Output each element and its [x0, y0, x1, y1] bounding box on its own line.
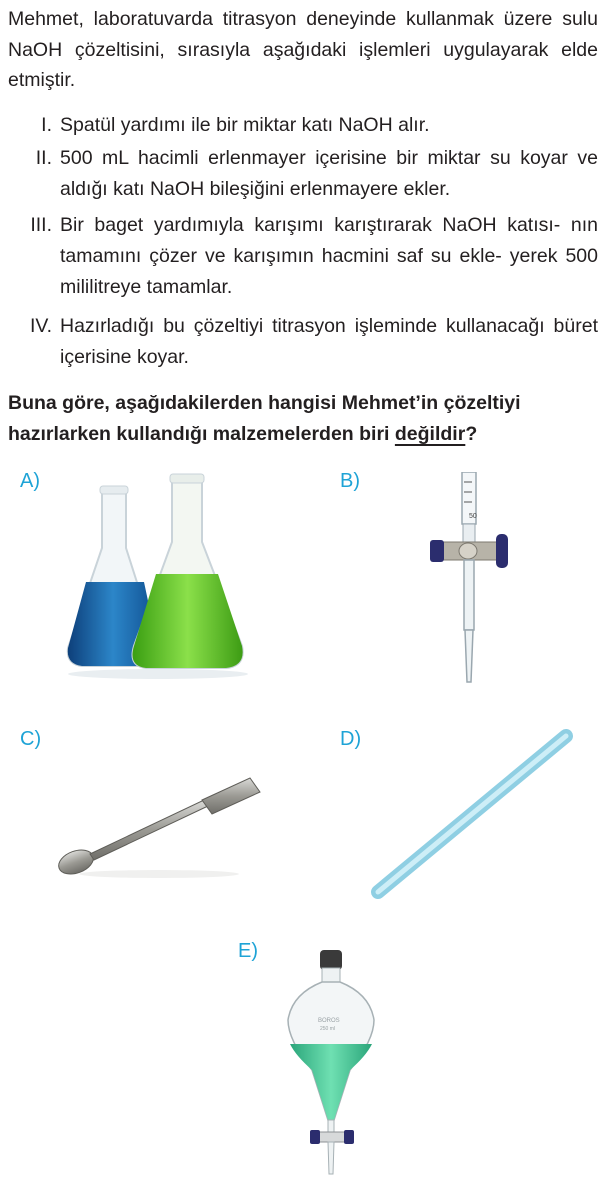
svg-text:250 ml: 250 ml: [320, 1026, 336, 1032]
separatory-funnel-icon[interactable]: [282, 948, 380, 1176]
step-number: I.: [41, 114, 52, 136]
step-4: [29, 311, 598, 373]
step-1: [41, 110, 598, 141]
svg-text:50: 50: [469, 513, 477, 520]
option-a-label[interactable]: A): [20, 470, 40, 492]
step-text: 500 mL hacimli erlenmayer içerisine bir miktar su koyar ve aldığı katı NaOH bileşiğini erlenmayere ekler.: [60, 147, 598, 200]
intro-paragraph: Mehmet, laboratuvarda titrasyon deneyinde kullanmak üzere sulu NaOH çözeltisini, sırasıyla aşağıdaki işlemleri uygulayarak elde etmiştir.: [8, 8, 598, 91]
glass-stirring-rod-icon[interactable]: [368, 726, 576, 902]
burette-stopcock-icon[interactable]: [428, 472, 520, 684]
question-text: [8, 388, 600, 450]
step-2: [35, 143, 598, 205]
step-number: IV.: [29, 315, 52, 337]
step-3: [30, 210, 598, 303]
step-number: II.: [35, 147, 52, 169]
erlenmeyer-flasks-icon[interactable]: [62, 470, 256, 682]
step-text: Bir baget yardımıyla karışımı karıştırarak NaOH katısı- nın tamamını çözer ve karışımın hacmini saf su ekle- yerek 500 mililitreye tamamlar.: [60, 214, 598, 298]
step-number: III.: [30, 214, 52, 236]
svg-text:BOROS: BOROS: [318, 1018, 340, 1024]
option-e-label[interactable]: E): [238, 940, 258, 962]
step-text: Hazırladığı bu çözeltiyi titrasyon işleminde kullanacağı büret içerisine koyar.: [60, 315, 598, 368]
option-c-label[interactable]: C): [20, 728, 42, 750]
question-main: Buna göre, aşağıdakilerden hangisi Mehmet’in çözeltiyi hazırlarken kullandığı malzemelerden biri: [8, 392, 521, 445]
question-mark: ?: [465, 423, 478, 445]
option-b-label[interactable]: B): [340, 470, 360, 492]
question-underlined-word: değildir: [394, 423, 466, 445]
spatula-icon[interactable]: [54, 770, 264, 880]
step-text: Spatül yardımı ile bir miktar katı NaOH alır.: [60, 114, 430, 136]
option-d-label[interactable]: D): [340, 728, 362, 750]
